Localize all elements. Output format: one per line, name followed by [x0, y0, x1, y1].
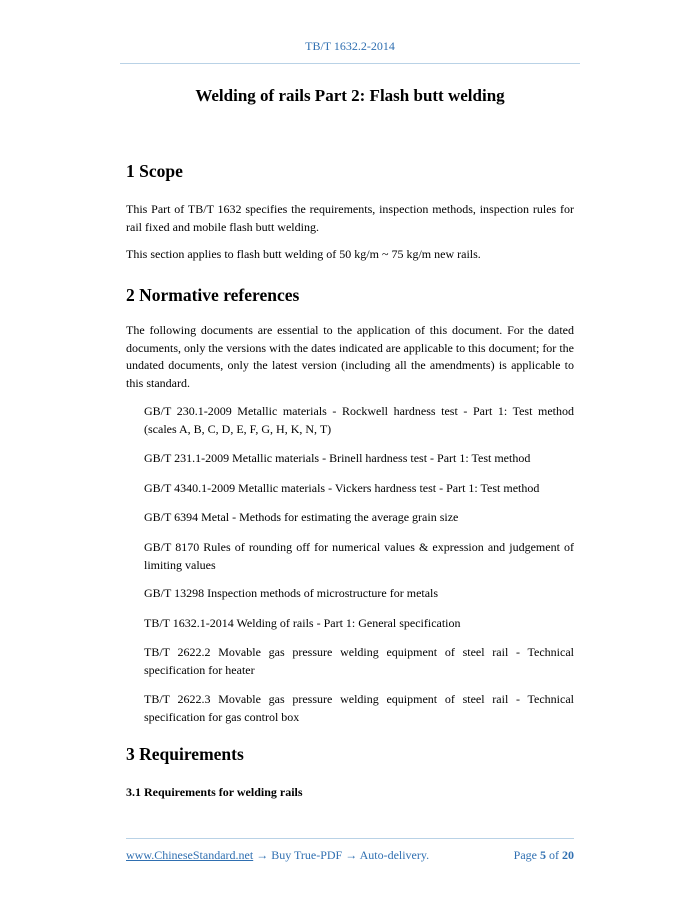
page-number: 5 — [540, 848, 546, 862]
reference-item: TB/T 1632.1-2014 Welding of rails - Part 1: General specification — [144, 616, 461, 630]
reference-item: GB/T 231.1-2009 Metallic materials - Brinell hardness test - Part 1: Test method — [144, 451, 531, 465]
reference-item: TB/T 2622.2 Movable gas pressure welding equipment of steel rail - Technical specification for heater — [144, 645, 574, 677]
footer-site-link[interactable]: www.ChineseStandard.net — [126, 848, 254, 862]
reference-item: TB/T 2622.3 Movable gas pressure welding equipment of steel rail - Technical specification for gas control box — [144, 692, 574, 724]
reference-item: GB/T 230.1-2009 Metallic materials - Rockwell hardness test - Part 1: Test method (scales A, B, C, D, E, F, G, H, K, N, T) — [144, 404, 574, 436]
reference-item: GB/T 8170 Rules of rounding off for numerical values & expression and judgement of limiting values — [144, 540, 574, 572]
reference-item: GB/T 4340.1-2009 Metallic materials - Vickers hardness test - Part 1: Test method — [144, 481, 540, 495]
footer-promo — [126, 848, 429, 863]
page-total: 20 — [562, 848, 574, 862]
section-requirements-heading: 3 Requirements — [126, 744, 244, 764]
header-standard-code: TB/T 1632.2-2014 — [305, 39, 395, 53]
scope-paragraph-1: This Part of TB/T 1632 specifies the requirements, inspection methods, inspection rules for rail fixed and mobile flash butt welding. — [126, 202, 574, 234]
section-normative-heading: 2 Normative references — [126, 285, 300, 305]
page-label: Page — [513, 848, 537, 862]
footer-page-indicator — [514, 848, 574, 863]
section-scope-heading: 1 Scope — [126, 161, 183, 181]
header-divider — [120, 63, 580, 64]
subsection-welding-rails-heading: 3.1 Requirements for welding rails — [126, 785, 303, 799]
normative-intro-paragraph: The following documents are essential to the application of this document. For the dated documents, only the versions with the dates indicated are applicable to this document; for the undated documents, only the latest version (including all the amendments) is applicable to this standard. — [126, 323, 574, 390]
reference-item: GB/T 6394 Metal - Methods for estimating the average grain size — [144, 510, 459, 524]
reference-item: GB/T 13298 Inspection methods of microstructure for metals — [144, 586, 439, 600]
footer-divider — [126, 838, 574, 839]
document-title: Welding of rails Part 2: Flash butt welding — [195, 86, 505, 105]
scope-paragraph-2: This section applies to flash butt welding of 50 kg/m ~ 75 kg/m new rails. — [126, 247, 481, 261]
footer-promo-text: → Buy True-PDF → Auto-delivery. — [253, 848, 430, 862]
of-label: of — [549, 848, 559, 862]
